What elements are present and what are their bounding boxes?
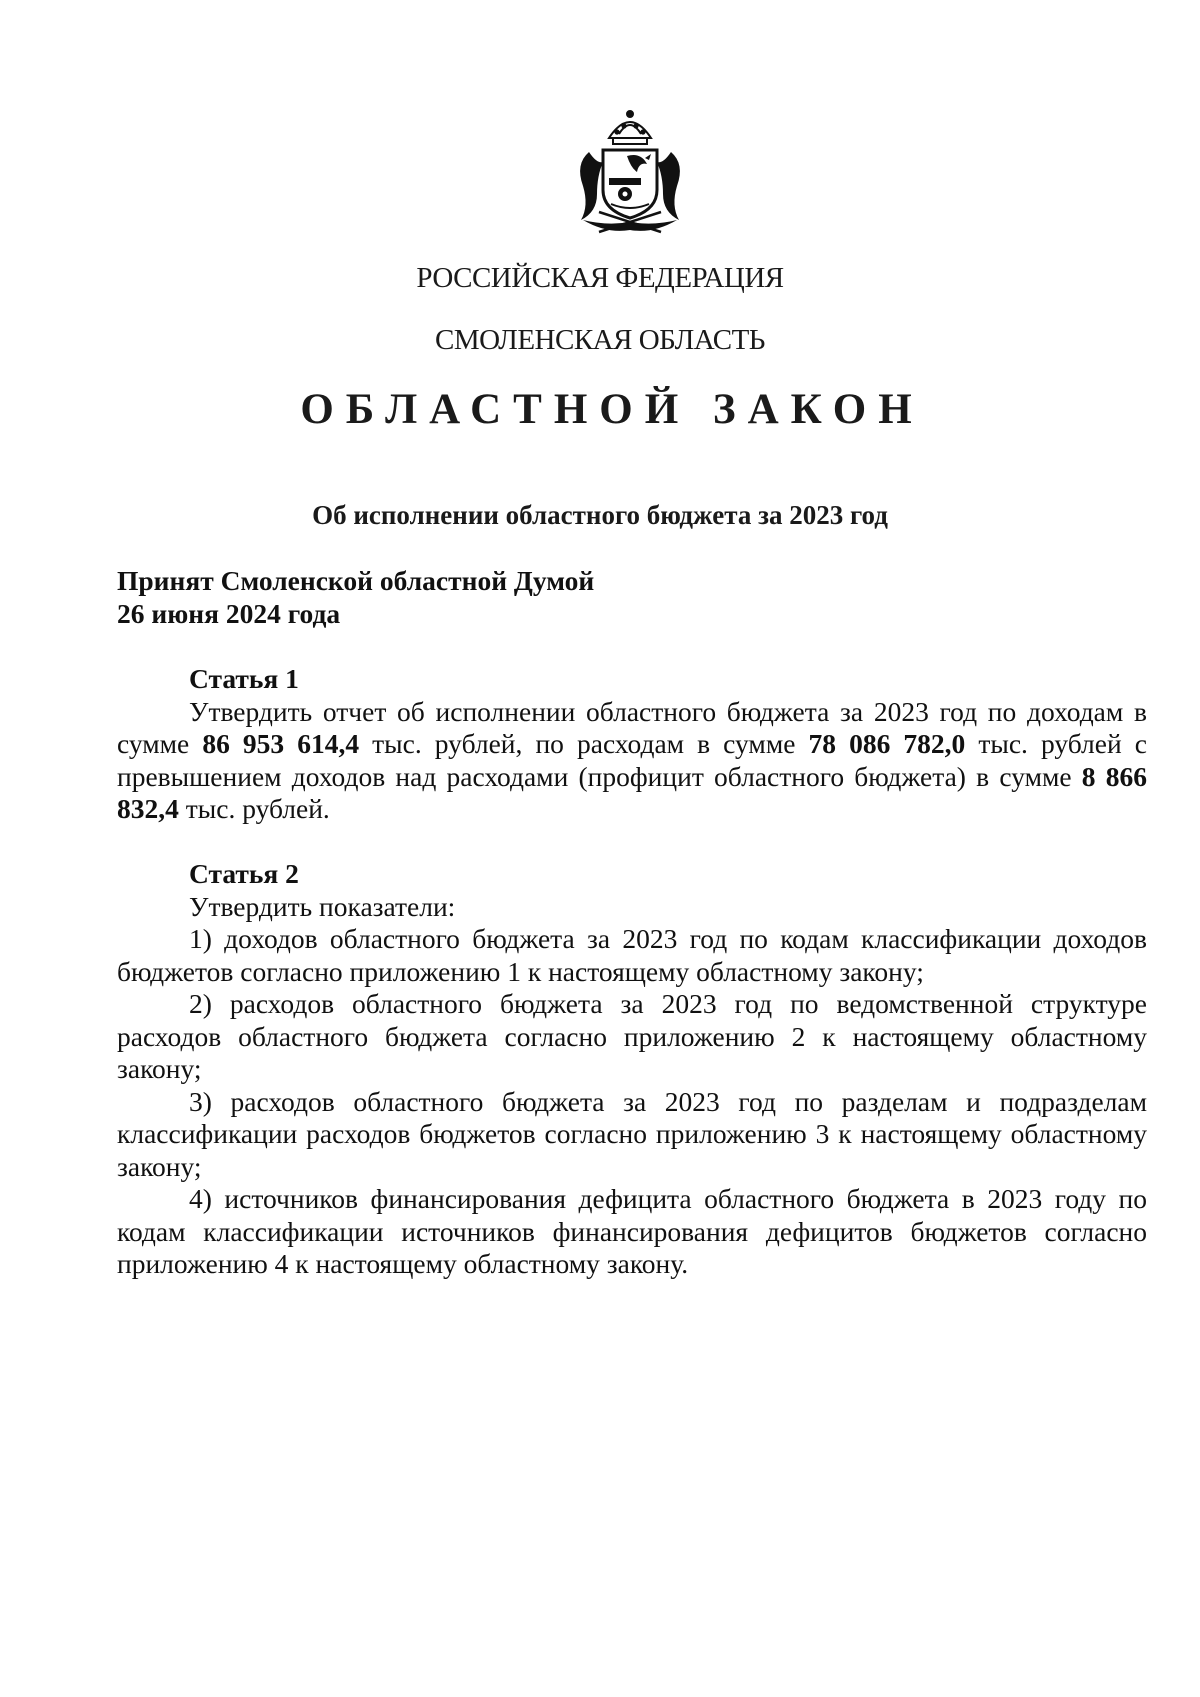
article-2 xyxy=(117,858,1147,1281)
shield-icon xyxy=(603,150,657,218)
article-2-intro: Утвердить показатели: xyxy=(189,890,456,922)
article-1 xyxy=(117,663,1147,826)
adoption-body: Принят Смоленской областной Думой xyxy=(117,565,595,596)
country-heading: РОССИЙСКАЯ ФЕДЕРАЦИЯ xyxy=(416,262,784,294)
article-2-item: 4) источников финансирования дефицита областного бюджета в 2023 году по кодам классификации источников финансирования дефицитов бюджетов согласно приложению 4 к настоящему областному закону. xyxy=(117,1183,1147,1279)
adoption-note xyxy=(117,565,1147,630)
article-1-text-c: тыс. рублей с превышением доходов над расходами (профицит областного бюджета) в сумме xyxy=(117,728,1147,792)
expenses-amount: 78 086 782,0 xyxy=(808,728,966,759)
article-2-heading: Статья 2 xyxy=(189,858,299,889)
crown-icon xyxy=(609,111,651,144)
document-kind-heading: ОБЛАСТНОЙ ЗАКОН xyxy=(300,386,924,433)
article-1-heading: Статья 1 xyxy=(189,663,299,694)
region-heading: СМОЛЕНСКАЯ ОБЛАСТЬ xyxy=(435,324,765,356)
article-2-item: 1) доходов областного бюджета за 2023 год по кодам классификации доходов бюджетов согласно приложению 1 к настоящему областному закону; xyxy=(117,923,1147,987)
article-1-text-d: тыс. рублей. xyxy=(178,793,330,824)
adoption-date: 26 июня 2024 года xyxy=(117,597,341,629)
article-2-item: 2) расходов областного бюджета за 2023 год по ведомственной структуре расходов областного бюджета согласно приложению 2 к настоящему областному закону; xyxy=(117,988,1147,1084)
article-1-text xyxy=(117,696,1147,826)
article-2-item: 3) расходов областного бюджета за 2023 год по разделам и подразделам классификации расходов бюджетов согласно приложению 3 к настоящему областному закону; xyxy=(117,1085,1147,1182)
coat-of-arms-icon xyxy=(567,108,693,238)
article-1-text-b: тыс. рублей, по расходам в сумме xyxy=(359,728,809,759)
surplus-amount: 8 866 832,4 xyxy=(117,760,1147,824)
article-1-text-a: Утвердить отчет об исполнении областного бюджета за 2023 год по доходам в сумме xyxy=(117,695,1147,759)
income-amount: 86 953 614,4 xyxy=(202,728,360,759)
document-title: Об исполнении областного бюджета за 2023 год xyxy=(312,500,888,530)
